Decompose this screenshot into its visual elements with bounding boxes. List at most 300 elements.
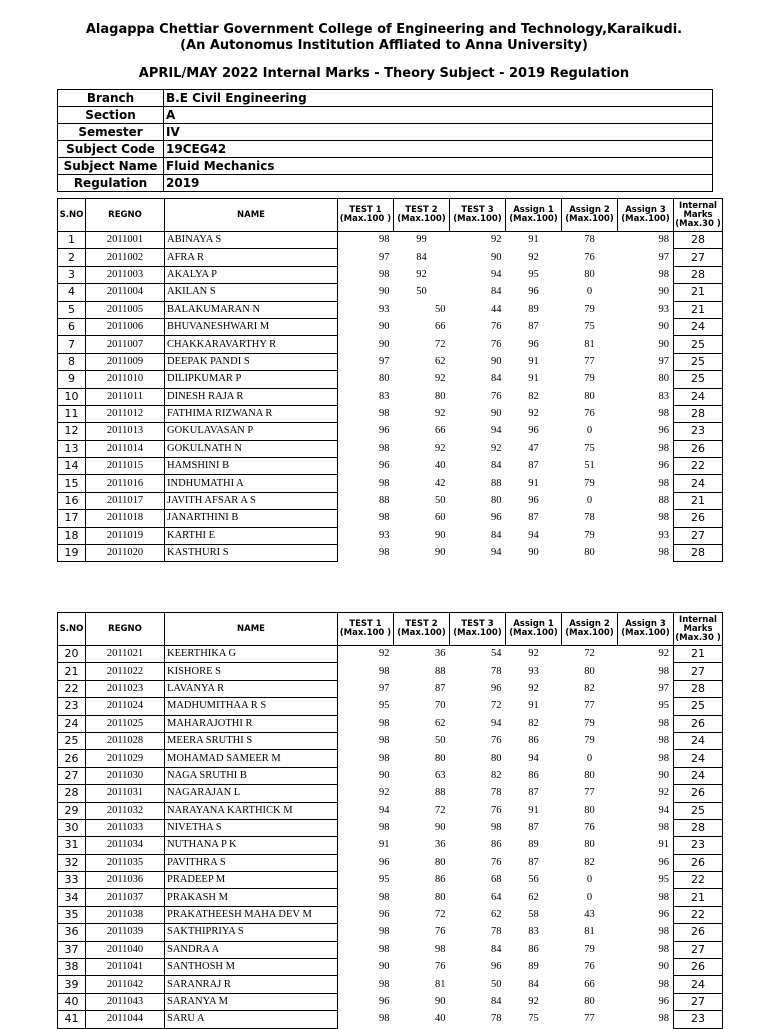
table-row [58,232,723,249]
assign3-cell: 98 [658,477,669,489]
regno-cell: 2011021 [86,646,165,663]
sno-cell: 35 [58,906,86,923]
info-value: Fluid Mechanics [164,158,713,175]
test1-header: TEST 1 (Max.100 ) [338,613,394,646]
test2-cell: 50 [435,495,446,507]
test2-cell: 76 [435,961,446,973]
test3-cell: 88 [491,477,502,489]
sno-cell: 19 [58,545,86,562]
name-cell: KARTHI E [165,527,338,544]
test2-cell: 90 [435,996,446,1007]
sno-cell: 13 [58,440,86,457]
test3-cell: 78 [491,1013,502,1025]
assign1-cell: 91 [528,355,539,367]
test1-cell: 96 [379,856,390,868]
assign1-cell: 96 [528,338,539,350]
regno-cell: 2011010 [86,371,165,388]
test1-cell: 98 [379,735,390,747]
assign2-cell: 79 [584,373,595,385]
sno-cell: 30 [58,819,86,836]
assign1-cell: 92 [528,996,539,1007]
regno-cell: 2011009 [86,353,165,370]
internal-marks-cell: 26 [674,785,723,802]
table-row [58,318,723,335]
assign1-header: Assign 1 (Max.100) [506,613,562,646]
assign2-cell: 43 [584,909,595,921]
assign3-cell: 95 [658,700,669,712]
regno-cell: 2011034 [86,837,165,854]
internal-marks-cell: 25 [674,353,723,370]
test2-cell: 92 [435,373,446,385]
assign2-cell: 76 [584,961,595,973]
regno-header: REGNO [86,199,165,232]
test1-cell: 98 [379,234,390,246]
sno-cell: 27 [58,767,86,784]
regno-cell: 2011001 [86,232,165,249]
internal-marks-cell: 26 [674,440,723,457]
internal-marks-cell: 27 [674,993,723,1010]
assign2-cell: 75 [584,442,595,454]
test3-cell: 92 [491,442,502,454]
test2-cell: 62 [435,355,446,367]
test3-cell: 54 [491,648,502,660]
info-key: Section [58,107,164,124]
table-row [58,924,723,941]
table-row [58,371,723,388]
name-cell: SANTHOSH M [165,959,338,976]
regno-cell: 2011043 [86,993,165,1010]
table-row [58,680,723,697]
assign1-cell: 90 [528,547,539,559]
assign1-cell: 87 [528,512,539,524]
internal-marks-cell: 24 [674,750,723,767]
test2-cell: 42 [435,477,446,489]
assign1-cell: 91 [528,477,539,489]
test1-cell: 95 [379,700,390,712]
regno-cell: 2011040 [86,941,165,958]
assign2-header: Assign 2 (Max.100) [562,199,618,232]
info-row [58,90,713,107]
table-row [58,492,723,509]
assign3-cell: 98 [658,978,669,990]
regno-cell: 2011006 [86,318,165,335]
assign1-cell: 92 [528,648,539,660]
test3-header: TEST 3 (Max.100) [450,199,506,232]
assign1-cell: 86 [528,769,539,781]
table-row [58,698,723,715]
table-row [58,1011,723,1028]
assign2-header: Assign 2 (Max.100) [562,613,618,646]
assign3-cell: 98 [658,752,669,764]
info-row [58,141,713,158]
test3-cell: 78 [491,665,502,677]
assign3-cell: 90 [658,961,669,973]
assign1-cell: 91 [528,804,539,816]
internal-marks-cell: 21 [674,889,723,906]
name-cell: DEEPAK PANDI S [165,353,338,370]
table-row [58,854,723,871]
test3-cell: 68 [491,874,502,886]
assign2-cell: 76 [584,251,595,263]
assign2-cell: 0 [586,874,593,886]
assign1-cell: 92 [528,251,539,263]
test2-cell: 92 [435,408,446,420]
internal-marks-cell: 21 [674,284,723,301]
table-row [58,872,723,889]
sno-cell: 10 [58,388,86,405]
test3-cell: 44 [491,303,502,315]
test2-cell: 86 [435,874,446,886]
test3-header: TEST 3 (Max.100) [450,613,506,646]
assign3-cell: 98 [658,1013,669,1025]
assign2-cell: 80 [584,839,595,851]
table-row [58,959,723,976]
assign3-cell: 98 [658,442,669,454]
assign2-cell: 80 [584,996,595,1007]
test3-cell: 76 [491,735,502,747]
name-cell: MEERA SRUTHI S [165,732,338,749]
test2-cell: 90 [435,529,446,541]
test1-cell: 94 [379,804,390,816]
regno-cell: 2011012 [86,405,165,422]
regno-cell: 2011015 [86,458,165,475]
assign3-cell: 92 [658,787,669,799]
test2-cell: 87 [435,682,446,694]
assign3-cell: 92 [658,648,669,660]
assign2-cell: 82 [584,682,595,694]
assign1-cell: 47 [528,442,539,454]
assign2-cell: 66 [584,978,595,990]
name-cell: NIVETHA S [165,819,338,836]
table-row [58,785,723,802]
test1-cell: 97 [379,682,390,694]
internal-marks-cell: 21 [674,492,723,509]
assign3-cell: 91 [658,839,669,851]
sno-cell: 34 [58,889,86,906]
test2-header: TEST 2 (Max.100) [394,613,450,646]
assign3-cell: 90 [658,321,669,333]
sno-header: S.NO [58,199,86,232]
internal-marks-cell: 26 [674,854,723,871]
table-row [58,646,723,663]
regno-cell: 2011014 [86,440,165,457]
test2-cell: 80 [435,390,446,402]
sno-cell: 2 [58,249,86,266]
test1-cell: 97 [379,251,390,263]
assign2-cell: 80 [584,390,595,402]
test2-cell: 66 [435,321,446,333]
assign3-cell: 93 [658,529,669,541]
test1-cell: 90 [379,769,390,781]
internal-marks-cell: 24 [674,475,723,492]
info-value: A [164,107,713,124]
name-cell: SAKTHIPRIYA S [165,924,338,941]
test3-cell: 98 [491,822,502,834]
test3-cell: 84 [491,373,502,385]
info-value: IV [164,124,713,141]
assign2-cell: 80 [584,268,595,280]
info-row [58,124,713,141]
assign2-cell: 76 [584,822,595,834]
assign2-cell: 82 [584,856,595,868]
test1-cell: 92 [379,787,390,799]
internal-marks-cell: 25 [674,698,723,715]
regno-cell: 2011002 [86,249,165,266]
sno-cell: 24 [58,715,86,732]
assign3-cell: 98 [658,408,669,420]
assign2-cell: 75 [584,321,595,333]
table-row [58,889,723,906]
assign2-cell: 79 [584,303,595,315]
test1-header: TEST 1 (Max.100 ) [338,199,394,232]
assign3-cell: 98 [658,822,669,834]
test2-cell: 88 [435,787,446,799]
table-row [58,545,723,562]
test3-cell: 90 [491,408,502,420]
regno-cell: 2011044 [86,1011,165,1028]
assign3-cell: 88 [658,495,669,507]
test1-cell: 93 [379,529,390,541]
test3-cell: 96 [491,512,502,524]
test1-cell: 80 [379,373,390,385]
test1-cell: 98 [379,665,390,677]
name-cell: AKALYA P [165,266,338,283]
test2-cell: 70 [435,700,446,712]
assign2-cell: 77 [584,355,595,367]
test2-cell: 90 [435,822,446,834]
info-key: Branch [58,90,164,107]
test1-cell: 98 [379,477,390,489]
test1-cell: 90 [379,321,390,333]
table-row [58,336,723,353]
test3-cell: 94 [491,268,502,280]
assign3-cell: 80 [658,373,669,385]
test1-cell: 96 [379,460,390,472]
test1-cell: 98 [379,408,390,420]
sno-cell: 31 [58,837,86,854]
assign2-cell: 79 [584,529,595,541]
test3-cell: 84 [491,529,502,541]
test3-cell: 84 [491,460,502,472]
name-cell: SARANRAJ R [165,976,338,993]
sno-cell: 26 [58,750,86,767]
test2-cell: 50 [435,303,446,315]
table-row [58,767,723,784]
name-cell: DINESH RAJA R [165,388,338,405]
test3-cell: 76 [491,804,502,816]
test1-cell: 83 [379,390,390,402]
sno-cell: 29 [58,802,86,819]
assign2-cell: 79 [584,735,595,747]
test3-cell: 76 [491,856,502,868]
test2-cell: 50 [416,286,427,298]
test2-cell: 40 [435,1013,446,1025]
table-row [58,819,723,836]
assign3-cell: 90 [658,338,669,350]
sno-cell: 41 [58,1011,86,1028]
assign3-cell: 98 [658,268,669,280]
assign1-cell: 87 [528,856,539,868]
sno-cell: 33 [58,872,86,889]
sno-cell: 38 [58,959,86,976]
test3-cell: 50 [491,978,502,990]
test3-cell: 78 [491,787,502,799]
name-cell: MADHUMITHAA R S [165,698,338,715]
internal-marks-cell: 27 [674,527,723,544]
sno-cell: 39 [58,976,86,993]
table-row [58,388,723,405]
assign2-cell: 77 [584,787,595,799]
test3-cell: 94 [491,547,502,559]
test3-cell: 96 [491,682,502,694]
assign2-cell: 0 [586,891,593,903]
sno-cell: 7 [58,336,86,353]
table-row [58,284,723,301]
name-cell: CHAKKARAVARTHY R [165,336,338,353]
regno-cell: 2011013 [86,423,165,440]
regno-cell: 2011023 [86,680,165,697]
internal-marks-cell: 28 [674,819,723,836]
assign3-header: Assign 3 (Max.100) [618,613,674,646]
table-row [58,663,723,680]
test1-cell: 96 [379,909,390,921]
test2-cell: 63 [435,769,446,781]
assign2-cell: 79 [584,943,595,955]
regno-cell: 2011005 [86,301,165,318]
assign2-cell: 80 [584,665,595,677]
name-cell: INDHUMATHI A [165,475,338,492]
internal-marks-cell: 23 [674,1011,723,1028]
test2-cell: 36 [435,648,446,660]
internal-marks-cell: 28 [674,545,723,562]
internal-marks-cell: 24 [674,318,723,335]
assign3-cell: 90 [658,286,669,298]
name-cell: DILIPKUMAR P [165,371,338,388]
internal-marks-cell: 23 [674,837,723,854]
regno-header: REGNO [86,613,165,646]
info-value: 2019 [164,175,713,192]
assign3-cell: 96 [658,856,669,868]
test3-cell: 80 [491,752,502,764]
internal-marks-cell: 24 [674,732,723,749]
subject-info-table [57,89,713,192]
test2-cell: 60 [435,512,446,524]
internal-marks-cell: 25 [674,371,723,388]
name-cell: MOHAMAD SAMEER M [165,750,338,767]
test2-cell: 90 [435,547,446,559]
internal-marks-cell: 27 [674,663,723,680]
name-cell: SARANYA M [165,993,338,1010]
test1-cell: 90 [379,286,390,298]
test2-cell: 84 [416,251,427,263]
test3-cell: 82 [491,769,502,781]
assign3-header: Assign 3 (Max.100) [618,199,674,232]
assign2-cell: 77 [584,1013,595,1025]
test2-cell: 80 [435,891,446,903]
test3-cell: 76 [491,338,502,350]
test2-cell: 92 [416,268,427,280]
name-cell: BHUVANESHWARI M [165,318,338,335]
assign2-cell: 79 [584,717,595,729]
regno-cell: 2011038 [86,906,165,923]
internal-marks-header: Internal Marks (Max.30 ) [674,199,723,232]
sno-cell: 28 [58,785,86,802]
assign2-cell: 80 [584,769,595,781]
table-row [58,353,723,370]
test3-cell: 94 [491,717,502,729]
test2-cell: 98 [435,943,446,955]
regno-cell: 2011022 [86,663,165,680]
name-cell: JAVITH AFSAR A S [165,492,338,509]
assign2-cell: 76 [584,408,595,420]
assign2-cell: 77 [584,700,595,712]
internal-marks-cell: 28 [674,266,723,283]
sno-cell: 3 [58,266,86,283]
internal-marks-cell: 21 [674,301,723,318]
table-row [58,458,723,475]
assign1-cell: 96 [528,286,539,298]
test2-cell: 50 [435,735,446,747]
test3-cell: 64 [491,891,502,903]
test3-cell: 72 [491,700,502,712]
assign1-cell: 94 [528,752,539,764]
marks-header-row [58,199,723,232]
assign3-cell: 98 [658,547,669,559]
test1-cell: 92 [379,648,390,660]
sno-cell: 40 [58,993,86,1010]
assign3-cell: 95 [658,874,669,886]
assign2-cell: 0 [586,425,593,437]
test1-cell: 98 [379,547,390,559]
name-cell: KEERTHIKA G [165,646,338,663]
assign3-cell: 98 [658,891,669,903]
internal-marks-cell: 28 [674,232,723,249]
assign2-cell: 0 [586,286,593,298]
test1-cell: 93 [379,303,390,315]
name-cell: GOKULNATH N [165,440,338,457]
regno-cell: 2011035 [86,854,165,871]
internal-marks-cell: 26 [674,924,723,941]
assign1-cell: 87 [528,822,539,834]
test3-cell: 76 [491,321,502,333]
test3-cell: 84 [491,996,502,1007]
regno-cell: 2011030 [86,767,165,784]
sno-cell: 5 [58,301,86,318]
test3-cell: 80 [491,495,502,507]
regno-cell: 2011028 [86,732,165,749]
college-name: Alagappa Chettiar Government College of Engineering and Technology,Karaikudi. [85,22,683,37]
test2-cell: 99 [416,234,427,246]
name-cell: FATHIMA RIZWANA R [165,405,338,422]
assign3-cell: 96 [658,909,669,921]
regno-cell: 2011018 [86,510,165,527]
regno-cell: 2011039 [86,924,165,941]
assign3-cell: 96 [658,425,669,437]
internal-marks-cell: 28 [674,680,723,697]
internal-marks-cell: 27 [674,941,723,958]
assign1-cell: 87 [528,321,539,333]
assign3-cell: 98 [658,943,669,955]
name-cell: AKILAN S [165,284,338,301]
sno-cell: 6 [58,318,86,335]
internal-marks-cell: 26 [674,510,723,527]
sno-header: S.NO [58,613,86,646]
test2-cell: 76 [435,926,446,938]
name-header: NAME [165,613,338,646]
assign1-cell: 56 [528,874,539,886]
test3-cell: 84 [491,286,502,298]
regno-cell: 2011017 [86,492,165,509]
